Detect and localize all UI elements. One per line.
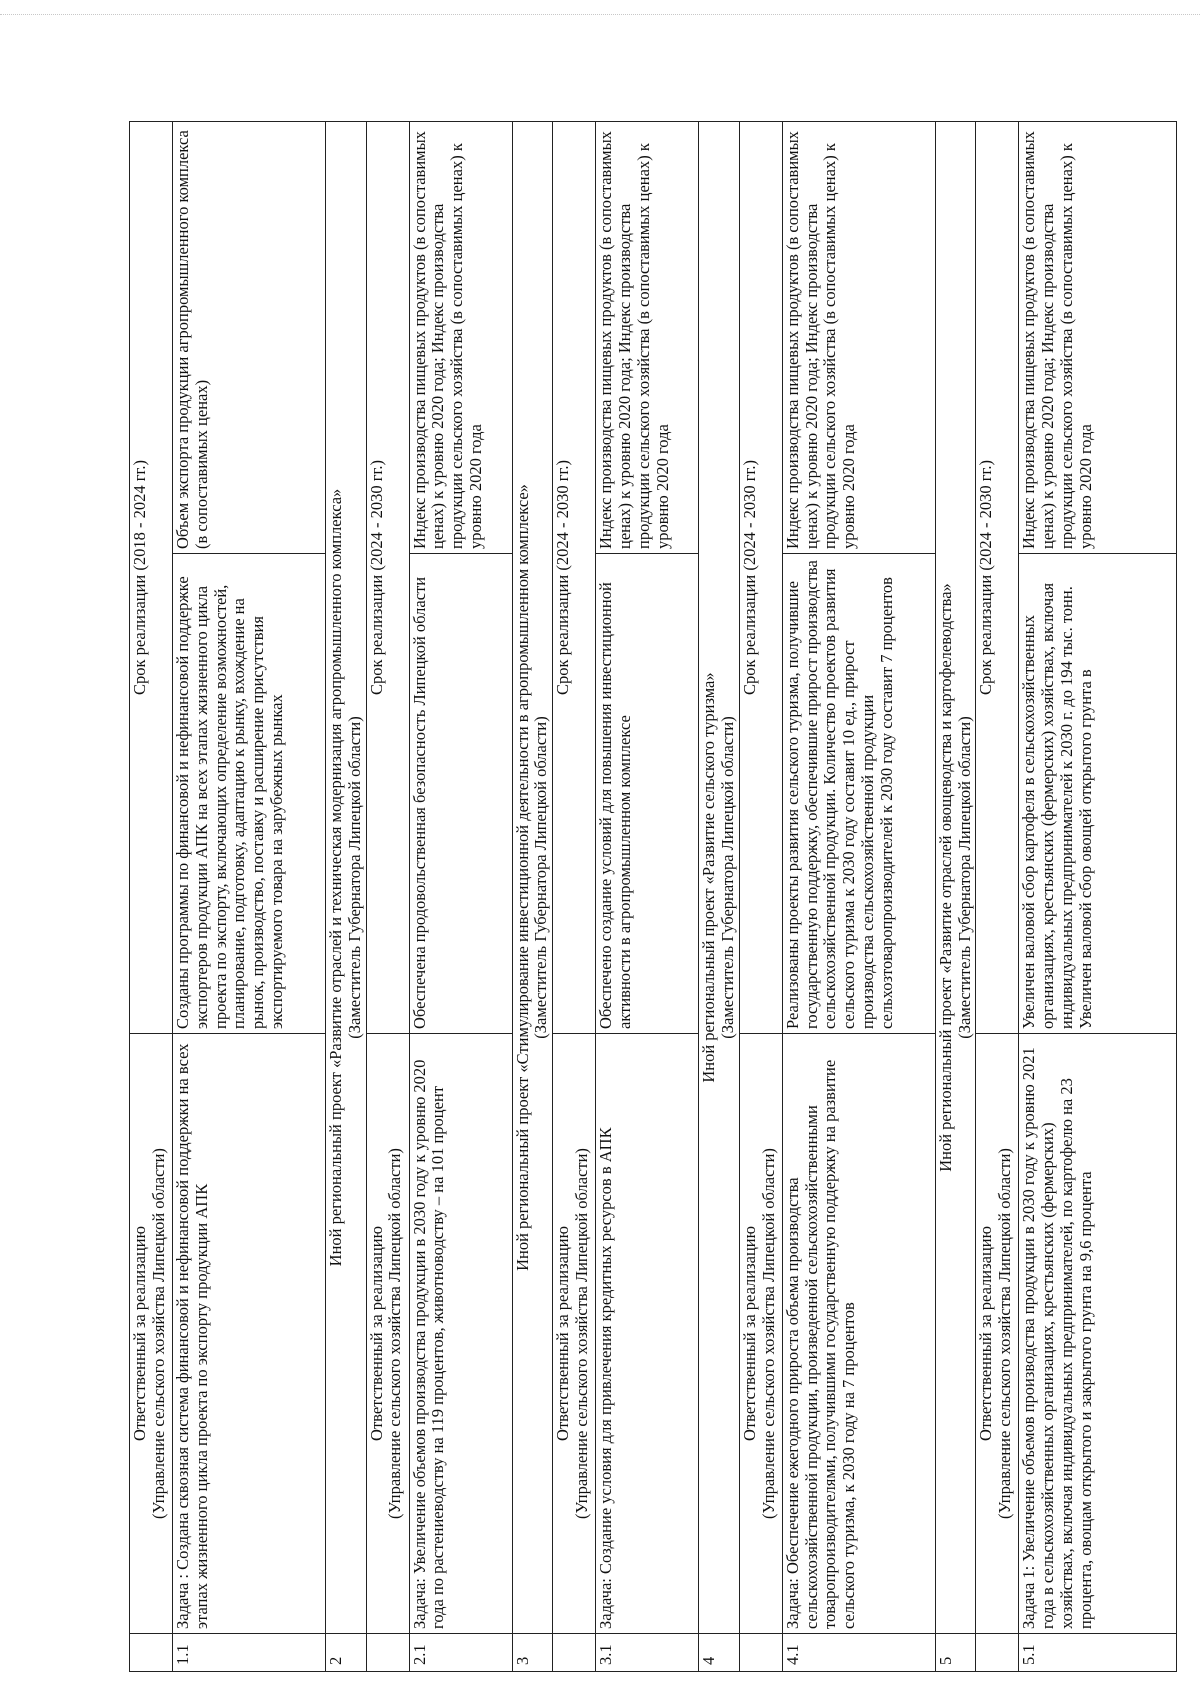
num-cell: 5.1 xyxy=(1019,1634,1177,1672)
result-cell: Созданы программы по финансовой и нефинансовой поддержке экспортеров продукции АПК на всех этапах жизненного цикла проекта по экспорту, включающих определение возможностей, планирование, подготовку, адаптацию к рынку, вхождение на рынок, производство, поставку и расширение присутствия экспортируемого товара на зарубежных рынках xyxy=(173,554,326,1034)
table-row xyxy=(553,121,596,1671)
table-row xyxy=(596,121,699,1671)
num-cell: 1.1 xyxy=(173,1634,326,1672)
term-cell: Срок реализации (2024 - 2030 гг.) xyxy=(553,121,596,1033)
num-cell: 5 xyxy=(935,1634,976,1672)
indicator-cell: Объем экспорта продукции агропромышленного комплекса (в сопоставимых ценах) xyxy=(173,121,326,553)
indicator-cell: Индекс производства пищевых продуктов (в сопоставимых ценах) к уровню 2020 года; Индекс производства продукции сельского хозяйства (в сопоставимых ценах) к уровню 2020 года xyxy=(1019,121,1177,553)
term-cell: Срок реализации (2024 - 2030 гг.) xyxy=(739,121,782,1033)
task-cell: Задача : Создана сквозная система финансовой и нефинансовой поддержки на всех этапах жизненного цикла проекта по экспорту продукции АПК xyxy=(173,1034,326,1634)
table-row xyxy=(130,121,173,1671)
num-cell: 2.1 xyxy=(409,1634,512,1672)
table-row xyxy=(782,121,935,1671)
table-row xyxy=(699,121,740,1671)
table-row xyxy=(512,121,553,1671)
rotated-table-sheet xyxy=(129,122,1129,1672)
responsible-cell: Ответственный за реализацию (Управление сельского хозяйства Липецкой области) xyxy=(739,1034,782,1634)
num-cell: 3.1 xyxy=(596,1634,699,1672)
table-row xyxy=(935,121,976,1671)
num-cell: 4.1 xyxy=(782,1634,935,1672)
project-title-cell: Иной региональный проект «Развитие сельского туризма» (Заместитель Губернатора Липецкой области) xyxy=(699,121,740,1633)
num-cell xyxy=(130,1634,173,1672)
responsible-cell: Ответственный за реализацию (Управление сельского хозяйства Липецкой области) xyxy=(366,1034,409,1634)
responsible-cell: Ответственный за реализацию (Управление сельского хозяйства Липецкой области) xyxy=(553,1034,596,1634)
num-cell xyxy=(366,1634,409,1672)
num-cell: 4 xyxy=(699,1634,740,1672)
result-cell: Реализованы проекты развития сельского туризма, получившие государственную поддержку, обеспечившие прирост производства сельскохозяйственной продукции. Количество проектов развития сельского туризма к 2030 году составит 10 ед., прирост производства сельскохозяйственной продукции сельхозтоваропроизводителей к 2030 году составит 7 процентов xyxy=(782,554,935,1034)
indicator-cell: Индекс производства пищевых продуктов (в сопоставимых ценах) к уровню 2020 года; Индекс производства продукции сельского хозяйства (в сопоставимых ценах) к уровню 2020 года xyxy=(782,121,935,553)
responsible-cell: Ответственный за реализацию (Управление сельского хозяйства Липецкой области) xyxy=(976,1034,1019,1634)
table-row xyxy=(976,121,1019,1671)
project-table xyxy=(129,121,1177,1672)
table-row xyxy=(366,121,409,1671)
num-cell xyxy=(553,1634,596,1672)
num-cell: 2 xyxy=(326,1634,367,1672)
term-cell: Срок реализации (2018 - 2024 гг.) xyxy=(130,121,173,1033)
project-title-cell: Иной региональный проект «Развитие отраслей овощеводства и картофелеводства» (Заместитель Губернатора Липецкой области) xyxy=(935,121,976,1633)
project-title-cell: Иной региональный проект «Развитие отраслей и техническая модернизация агропромышленного комплекса» (Заместитель Губернатора Липецкой области) xyxy=(326,121,367,1633)
table-row xyxy=(1019,121,1177,1671)
num-cell xyxy=(739,1634,782,1672)
table-row xyxy=(173,121,326,1671)
result-cell: Обеспечена продовольственная безопасность Липецкой области xyxy=(409,554,512,1034)
indicator-cell: Индекс производства пищевых продуктов (в сопоставимых ценах) к уровню 2020 года; Индекс производства продукции сельского хозяйства (в сопоставимых ценах) к уровню 2020 года xyxy=(596,121,699,553)
table-row xyxy=(409,121,512,1671)
indicator-cell: Индекс производства пищевых продуктов (в сопоставимых ценах) к уровню 2020 года; Индекс производства продукции сельского хозяйства (в сопоставимых ценах) к уровню 2020 года xyxy=(409,121,512,553)
num-cell: 3 xyxy=(512,1634,553,1672)
term-cell: Срок реализации (2024 - 2030 гг.) xyxy=(366,121,409,1033)
term-cell: Срок реализации (2024 - 2030 гг.) xyxy=(976,121,1019,1033)
num-cell xyxy=(976,1634,1019,1672)
result-cell: Увеличен валовой сбор картофеля в сельскохозяйственных организациях, крестьянских (фермерских) хозяйствах, включая индивидуальных предпринимателей к 2030 г. до 194 тыс. тонн. Увеличен валовой сбор овощей открытого грунта в xyxy=(1019,554,1177,1034)
project-title-cell: Иной региональный проект «Стимулирование инвестиционной деятельности в агропромышленном комплексе» (Заместитель Губернатора Липецкой области) xyxy=(512,121,553,1633)
task-cell: Задача: Создание условия для привлечения кредитных ресурсов в АПК xyxy=(596,1034,699,1634)
page-top-dotted-line xyxy=(0,14,1200,15)
responsible-cell: Ответственный за реализацию (Управление сельского хозяйства Липецкой области) xyxy=(130,1034,173,1634)
task-cell: Задача: Увеличение объемов производства продукции в 2030 году к уровню 2020 года по растениеводству на 119 процентов, животноводству – на 101 процент xyxy=(409,1034,512,1634)
result-cell: Обеспечено создание условий для повышения инвестиционной активности в агропромышленном комплексе xyxy=(596,554,699,1034)
task-cell: Задача 1: Увеличение объемов производства продукции в 2030 году к уровню 2021 года в сельскохозяйственных организациях, крестьянских (фермерских) хозяйствах, включая индивидуальных предпринимателей, по картофелю на 23 процента, овощам открытого и закрытого грунта на 9,6 процента xyxy=(1019,1034,1177,1634)
task-cell: Задача: Обеспечение ежегодного прироста объема производства сельскохозяйственной продукции, произведенной сельскохозяйственными товаропроизводителями, получившими государственную поддержку на развитие сельского туризма, к 2030 году на 7 процентов xyxy=(782,1034,935,1634)
table-row xyxy=(326,121,367,1671)
table-row xyxy=(739,121,782,1671)
